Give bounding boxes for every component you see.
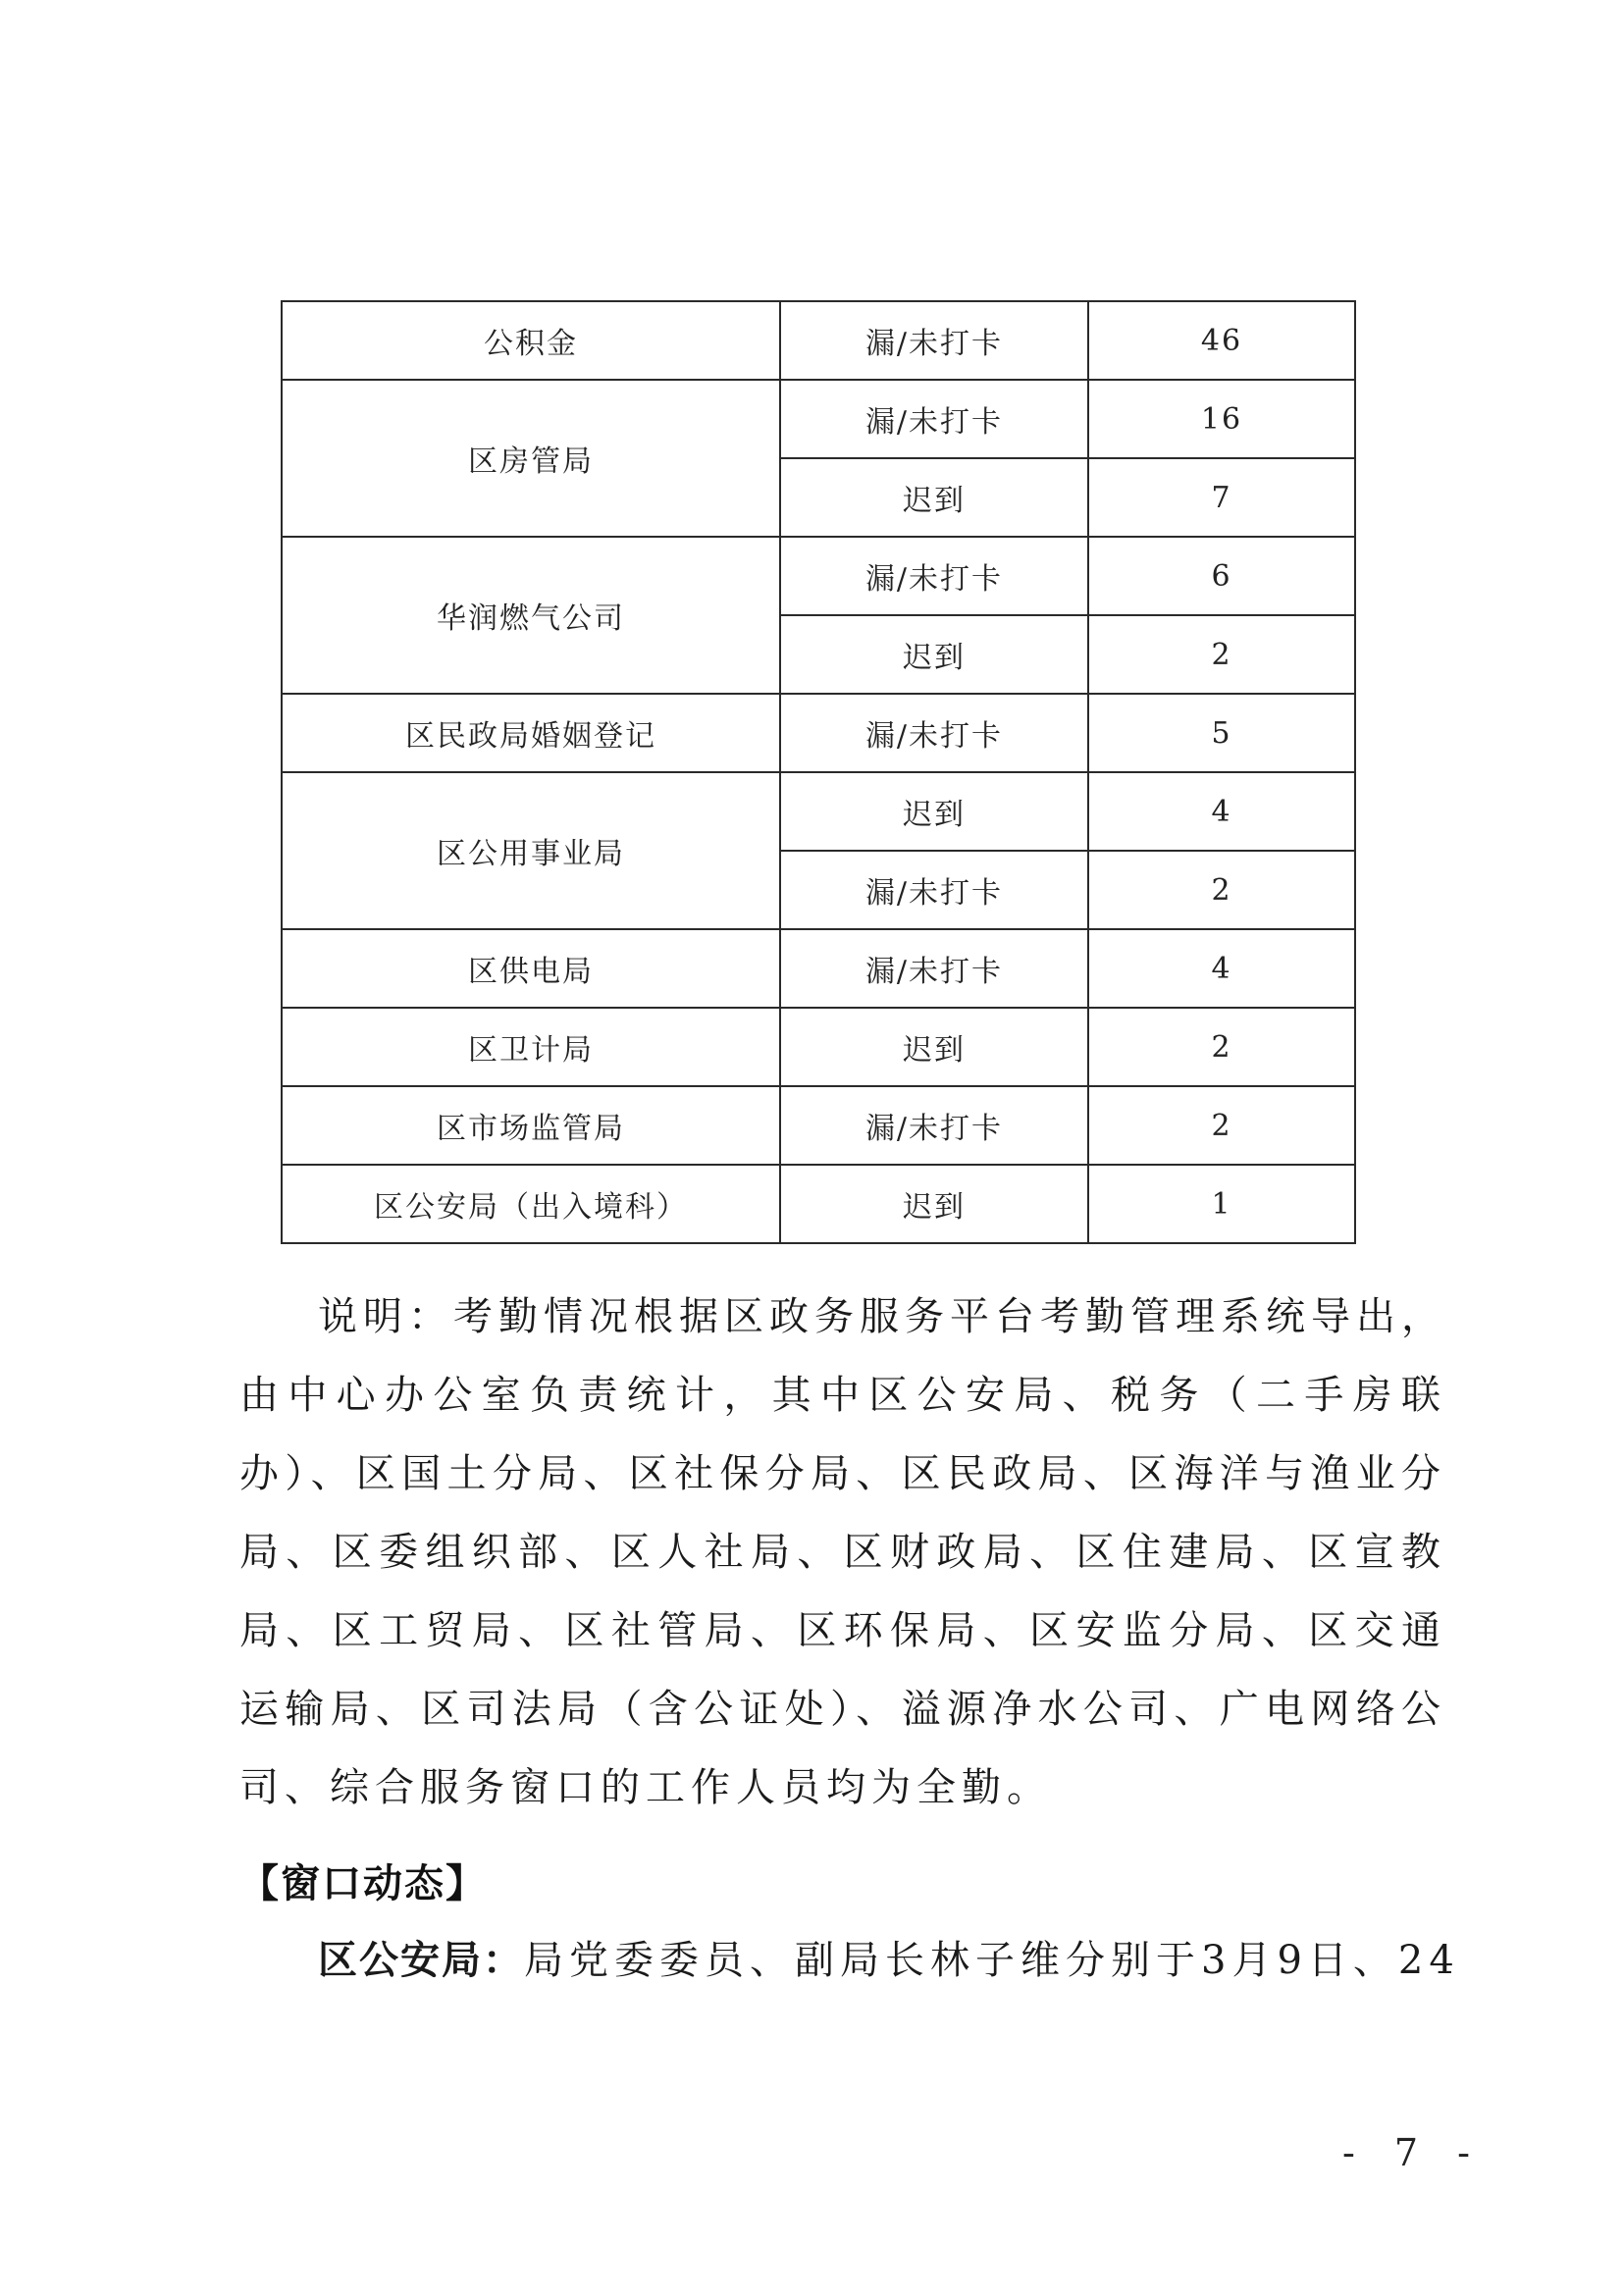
table-row	[282, 1086, 1355, 1165]
table-row	[282, 772, 1355, 851]
type-cell: 迟到	[780, 1165, 1088, 1243]
count-cell: 2	[1088, 1008, 1355, 1086]
type-cell: 漏/未打卡	[780, 694, 1088, 772]
table-row	[282, 380, 1355, 458]
table-row	[282, 1165, 1355, 1243]
table-row	[282, 301, 1355, 380]
count-cell: 2	[1088, 615, 1355, 694]
section-heading-window-dynamics: 【窗口动态】	[239, 1861, 487, 1906]
count-cell: 6	[1088, 537, 1355, 615]
type-cell: 迟到	[780, 772, 1088, 851]
table-row	[282, 694, 1355, 772]
page-number: - 7 -	[1342, 2131, 1485, 2174]
dept-cell: 区公用事业局	[282, 772, 780, 929]
type-cell: 漏/未打卡	[780, 851, 1088, 929]
dept-cell: 区民政局婚姻登记	[282, 694, 780, 772]
dept-cell: 区供电局	[282, 929, 780, 1008]
type-cell: 漏/未打卡	[780, 1086, 1088, 1165]
count-cell: 4	[1088, 772, 1355, 851]
window-dynamics-paragraph	[239, 1921, 1460, 2000]
type-cell: 漏/未打卡	[780, 380, 1088, 458]
dept-cell: 区市场监管局	[282, 1086, 780, 1165]
count-cell: 2	[1088, 1086, 1355, 1165]
window-dynamics-lead: 区公安局：	[318, 1938, 524, 1983]
dept-cell: 公积金	[282, 301, 780, 380]
window-dynamics-text: 局党委委员、副局长林子维分别于3月9日、24	[524, 1938, 1460, 1983]
type-cell: 迟到	[780, 1008, 1088, 1086]
table-row	[282, 929, 1355, 1008]
type-cell: 迟到	[780, 615, 1088, 694]
attendance-table	[281, 300, 1356, 1244]
dept-cell: 区公安局（出入境科）	[282, 1165, 780, 1243]
table-row	[282, 537, 1355, 615]
attendance-note: 说明：考勤情况根据区政务服务平台考勤管理系统导出，由中心办公室负责统计，其中区公安局、税务（二手房联办）、区国土分局、区社保分局、区民政局、区海洋与渔业分局、区委组织部、区人社局、区财政局、区住建局、区宣教局、区工贸局、区社管局、区环保局、区安监分局、区交通运输局、区司法局（含公证处）、溢源净水公司、广电网络公司、综合服务窗口的工作人员均为全勤。	[239, 1294, 1446, 1810]
dept-cell: 区房管局	[282, 380, 780, 537]
count-cell: 2	[1088, 851, 1355, 929]
count-cell: 1	[1088, 1165, 1355, 1243]
type-cell: 漏/未打卡	[780, 929, 1088, 1008]
count-cell: 5	[1088, 694, 1355, 772]
count-cell: 4	[1088, 929, 1355, 1008]
table-row	[282, 1008, 1355, 1086]
count-cell: 7	[1088, 458, 1355, 537]
dept-cell: 区卫计局	[282, 1008, 780, 1086]
count-cell: 46	[1088, 301, 1355, 380]
type-cell: 迟到	[780, 458, 1088, 537]
type-cell: 漏/未打卡	[780, 301, 1088, 380]
count-cell: 16	[1088, 380, 1355, 458]
dept-cell: 华润燃气公司	[282, 537, 780, 694]
type-cell: 漏/未打卡	[780, 537, 1088, 615]
